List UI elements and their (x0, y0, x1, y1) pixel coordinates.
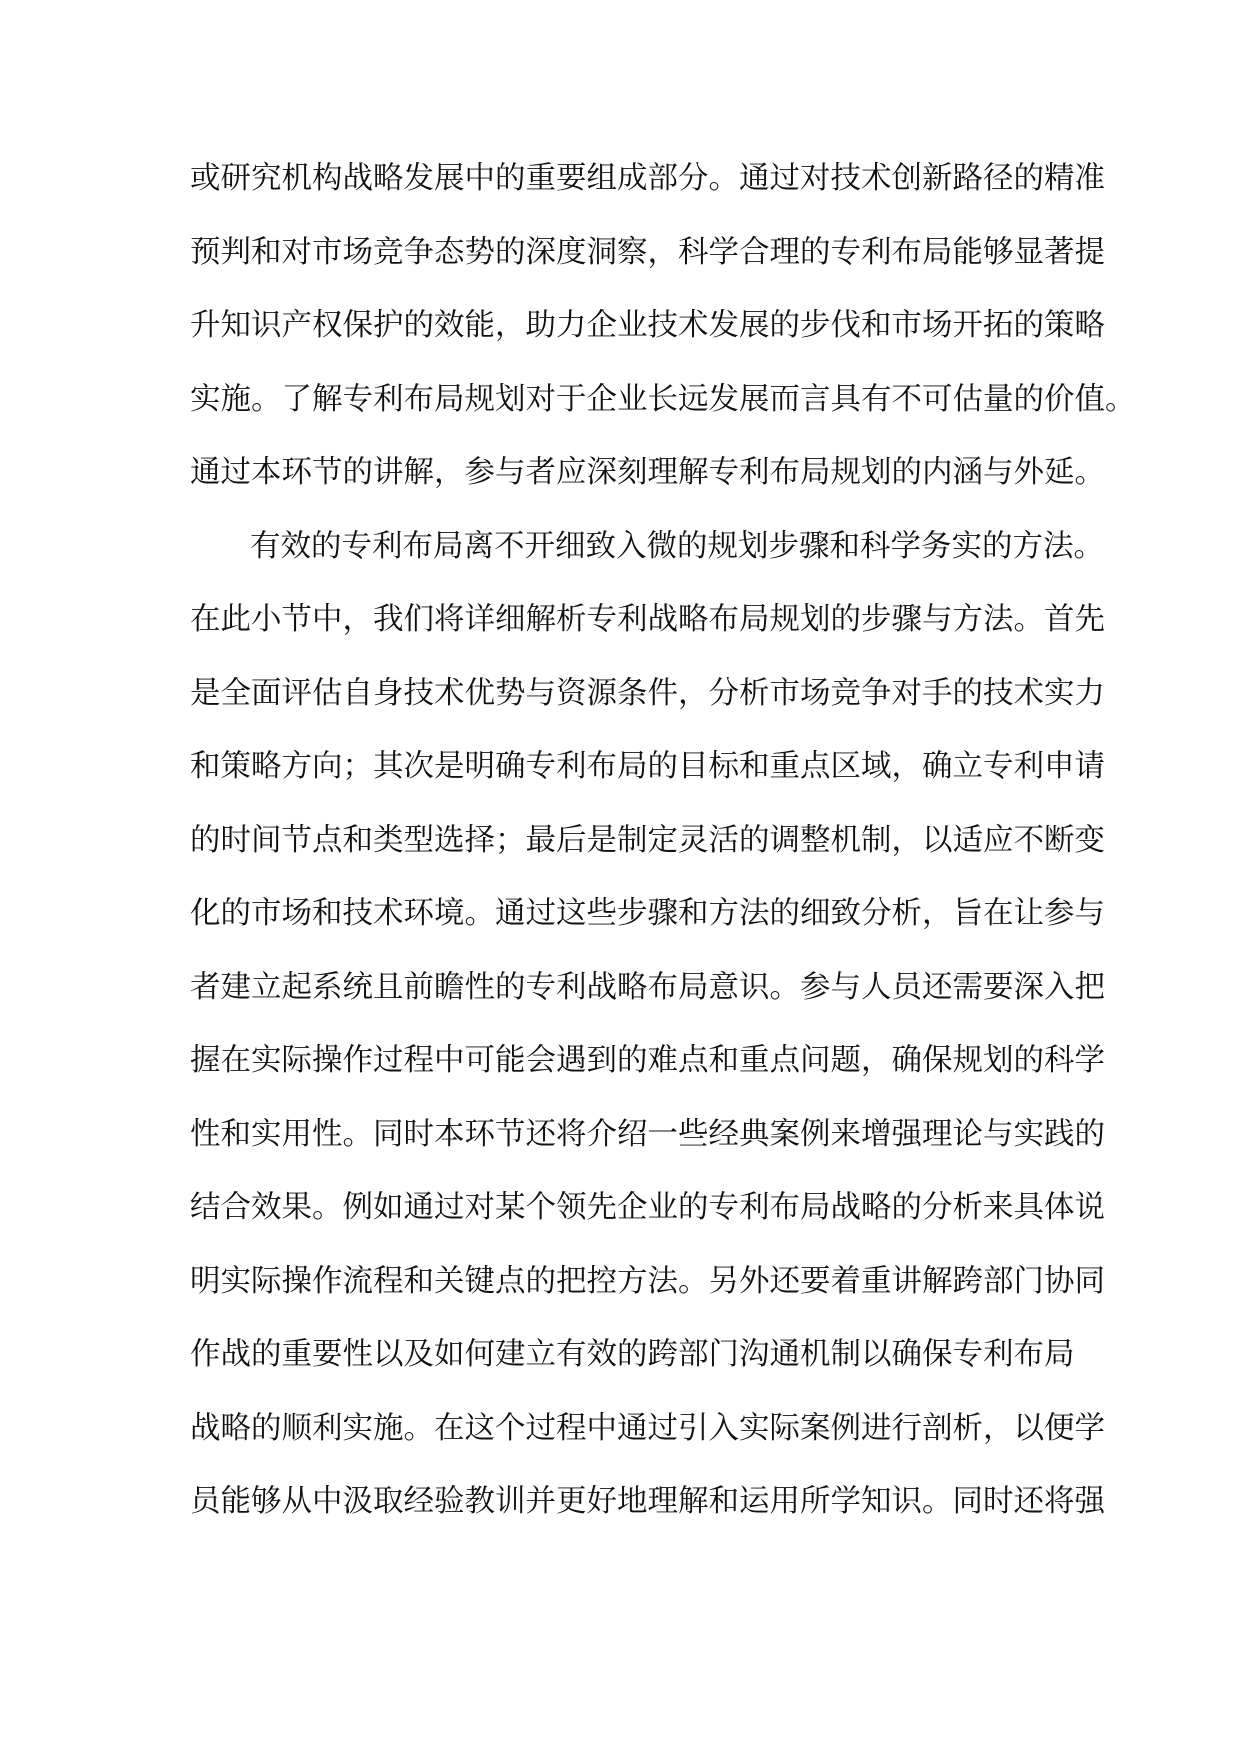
text-line: 结合效果。例如通过对某个领先企业的专利布局战略的分析来具体说 (190, 1190, 1105, 1225)
text-line: 明实际操作流程和关键点的把控方法。另外还要着重讲解跨部门协同 (190, 1263, 1105, 1299)
text-line: 战略的顺利实施。在这个过程中通过引入实际案例进行剖析，以便学 (190, 1410, 1105, 1446)
text-line: 或研究机构战略发展中的重要组成部分。通过对技术创新路径的精准 (190, 161, 1105, 196)
text-line: 者建立起系统且前瞻性的专利战略布局意识。参与人员还需要深入把 (190, 969, 1105, 1005)
text-line: 和策略方向；其次是明确专利布局的目标和重点区域，确立专利申请 (190, 749, 1105, 784)
text-line: 作战的重要性以及如何建立有效的跨部门沟通机制以确保专利布局 (190, 1337, 1075, 1372)
text-line: 性和实用性。同时本环节还将介绍一些经典案例来增强理论与实践的 (190, 1116, 1105, 1152)
text-line: 升知识产权保护的效能，助力企业技术发展的步伐和市场开拓的策略 (190, 308, 1105, 343)
text-line: 员能够从中汲取经验教训并更好地理解和运用所学知识。同时还将强 (190, 1484, 1105, 1519)
text-line: 在此小节中，我们将详细解析专利战略布局规划的步骤与方法。首先 (190, 602, 1105, 637)
text-line: 预判和对市场竞争态势的深度洞察，科学合理的专利布局能够显著提 (190, 234, 1105, 270)
paragraph-first-line: 有效的专利布局离不开细致入微的规划步骤和科学务实的方法。 (250, 528, 1104, 564)
text-line: 实施。了解专利布局规划对于企业长远发展而言具有不可估量的价值。 (190, 381, 1136, 417)
text-line: 化的市场和技术环境。通过这些步骤和方法的细致分析，旨在让参与 (190, 896, 1105, 931)
text-line: 的时间节点和类型选择；最后是制定灵活的调整机制，以适应不断变 (190, 822, 1105, 858)
text-line: 通过本环节的讲解，参与者应深刻理解专利布局规划的内涵与外延。 (190, 455, 1105, 490)
text-line: 握在实际操作过程中可能会遇到的难点和重点问题，确保规划的科学 (190, 1043, 1105, 1078)
body-text (190, 142, 1136, 1539)
text-line: 是全面评估自身技术优势与资源条件，分析市场竞争对手的技术实力 (190, 675, 1105, 711)
